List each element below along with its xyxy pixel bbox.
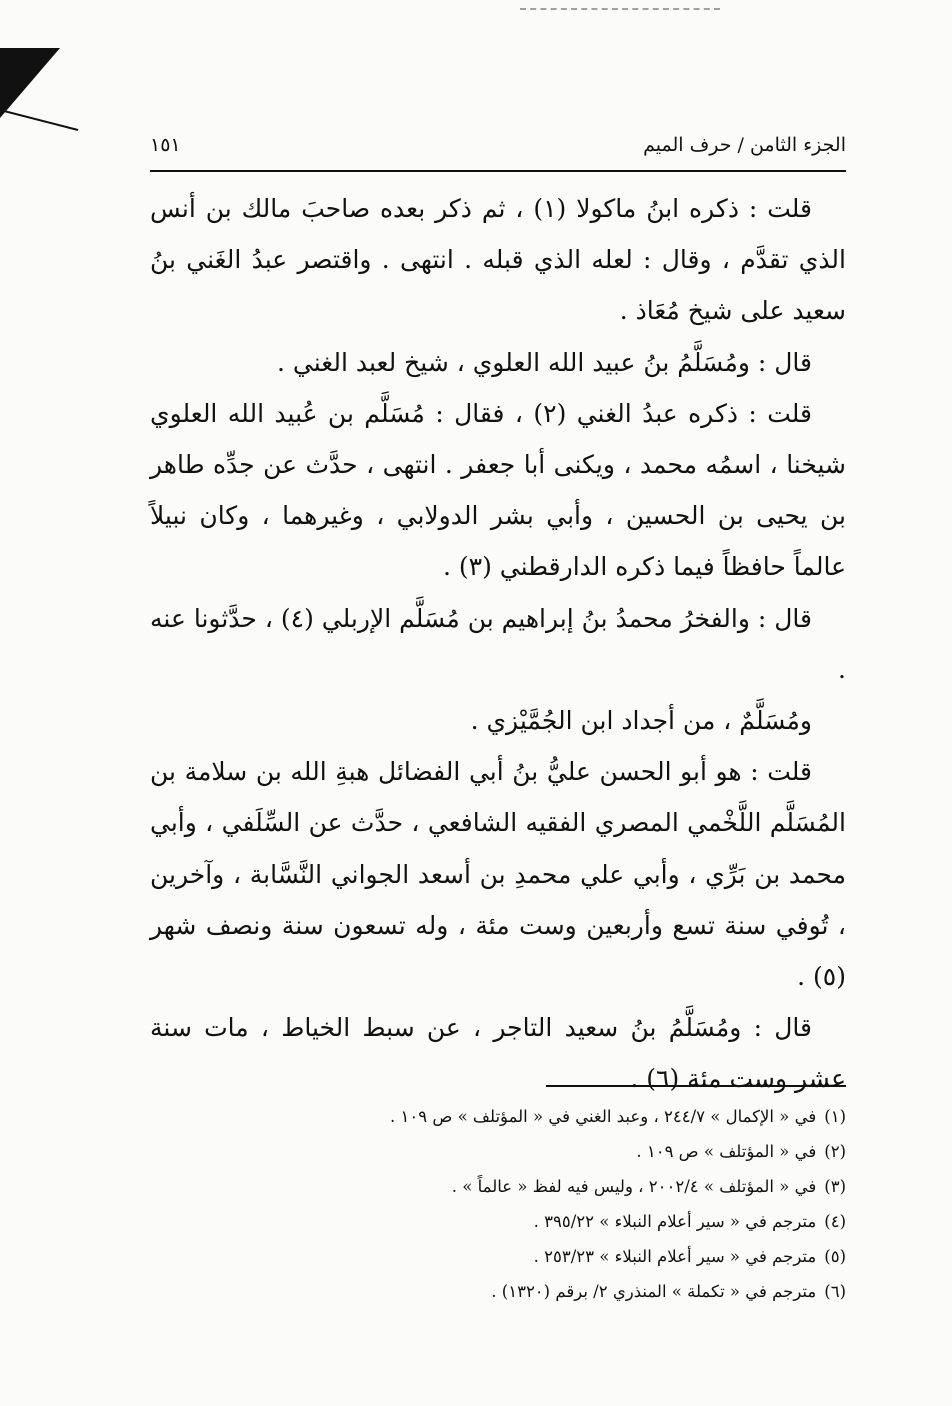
footnote xyxy=(150,1239,846,1274)
footnote-text: مترجم في « سير أعلام النبلاء » ٢٥٣/٢٣ . xyxy=(533,1247,817,1266)
footnote-text: في « المؤتلف » ص ١٠٩ . xyxy=(636,1142,817,1161)
running-title: الجزء الثامن / حرف الميم xyxy=(643,134,846,156)
footnote-rule xyxy=(546,1085,846,1087)
footnote xyxy=(150,1099,846,1134)
footnote-number: (٣) xyxy=(824,1177,846,1196)
footnote-number: (٤) xyxy=(824,1212,846,1231)
page-number: ١٥١ xyxy=(150,134,181,156)
paragraph: قال : والفخرُ محمدُ بنُ إبراهيم بن مُسَلَّم الإربلي (٤) ، حدَّثونا عنه . xyxy=(150,603,846,684)
footnote-number: (٥) xyxy=(824,1247,846,1266)
scan-corner-mark xyxy=(0,0,90,140)
footnote-text: مترجم في « تكملة » المنذري ٢/ برقم (١٣٢٠) . xyxy=(491,1282,817,1301)
paragraph: قال : ومُسَلَّمُ بنُ عبيد الله العلوي ، شيخ لعبد الغني . xyxy=(277,347,812,377)
scan-artifact-top xyxy=(520,8,720,12)
footnote-number: (١) xyxy=(824,1107,846,1126)
paragraph: قال : ومُسَلَّمُ بنُ سعيد التاجر ، عن سبط الخياط ، مات سنة عشر وست مئة (٦) . xyxy=(150,1013,846,1094)
header-rule xyxy=(150,170,846,172)
footnote-text: مترجم في « سير أعلام النبلاء » ٣٩٥/٢٢ . xyxy=(533,1212,817,1231)
footnote xyxy=(150,1204,846,1239)
footnote-number: (٦) xyxy=(824,1282,846,1301)
footnote-text: في « المؤتلف » ٢٠٠٢/٤ ، وليس فيه لفظ « عالماً » . xyxy=(451,1177,817,1196)
paragraph: قلت : ذكره عبدُ الغني (٢) ، فقال : مُسَلَّم بن عُبيد الله العلوي شيخنا ، اسمُه محمد ، ويكنى أبا جعفر . انتهى ، حدَّث عن جدِّه طاهر بن يحيى بن الحسين ، وأبي بشر الدولابي ، وغيرهما ، وكان نبيلاً عالماً حافظاً فيما ذكره الدارقطني (٣) . xyxy=(150,398,846,582)
paragraph: ومُسَلَّمٌ ، من أجداد ابن الجُمَّيْزي . xyxy=(470,706,812,736)
footnote xyxy=(150,1274,846,1309)
paragraph: قلت : ذكره ابنُ ماكولا (١) ، ثم ذكر بعده صاحبَ مالك بن أنس الذي تقدَّم ، وقال : لعله الذي قبله . انتهى . واقتصر عبدُ الغَني بنُ سعيد على شيخ مُعَاذ . xyxy=(150,194,846,326)
footnotes xyxy=(150,1099,846,1309)
main-text xyxy=(150,183,846,1105)
footnote xyxy=(150,1169,846,1204)
footnote-text: في « الإكمال » ٢٤٤/٧ ، وعبد الغني في « المؤتلف » ص ١٠٩ . xyxy=(390,1107,817,1126)
footnote xyxy=(150,1134,846,1169)
paragraph: قلت : هو أبو الحسن عليُّ بنُ أبي الفضائل هبةِ الله بن سلامة بن المُسَلَّم اللَّخْمي المصري الفقيه الشافعي ، حدَّث عن السِّلَفي ، وأبي محمد بن بَرِّي ، وأبي علي محمدِ بن أسعد الجواني النَّسَّابة ، وآخرين ، تُوفي سنة تسع وأربعين وست مئة ، وله تسعون سنة ونصف شهر (٥) . xyxy=(150,757,846,992)
footnote-number: (٢) xyxy=(824,1142,846,1161)
page-header xyxy=(150,128,846,162)
